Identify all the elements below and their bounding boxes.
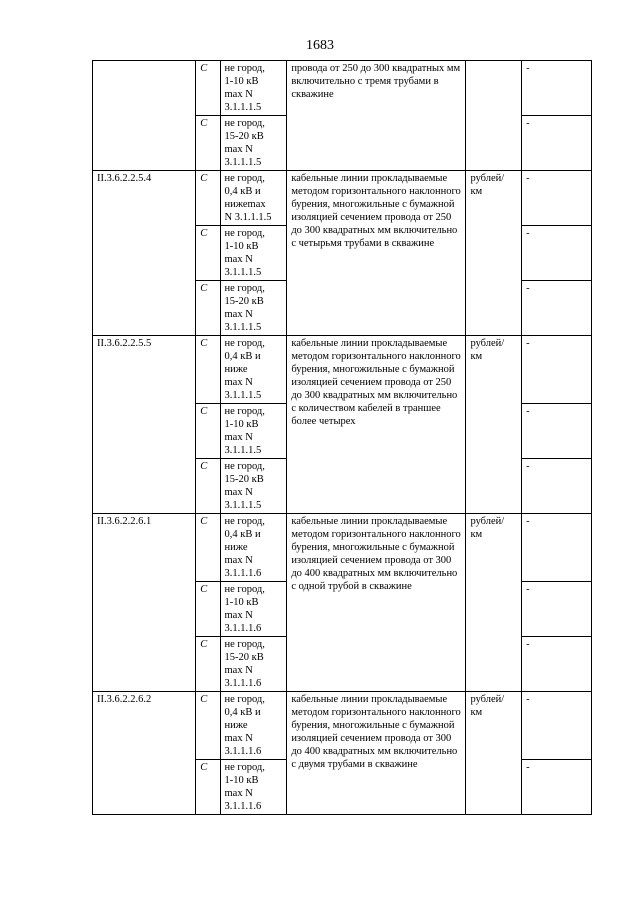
condition-cell: не город, 15-20 кВ max N 3.1.1.1.6 [220, 637, 287, 692]
value-cell: - [522, 336, 592, 404]
value-cell: - [522, 171, 592, 226]
condition-cell: не город, 0,4 кВ и ниже max N 3.1.1.1.6 [220, 514, 287, 582]
value-cell: - [522, 404, 592, 459]
category-cell: С [196, 582, 220, 637]
item-code [93, 61, 196, 171]
value-cell: - [522, 459, 592, 514]
unit-cell: рублей/ км [466, 336, 522, 514]
unit-cell: рублей/ км [466, 171, 522, 336]
condition-cell: не город, 15-20 кВ max N 3.1.1.1.5 [220, 459, 287, 514]
condition-cell: не город, 15-20 кВ max N 3.1.1.1.5 [220, 116, 287, 171]
category-cell: С [196, 637, 220, 692]
table-row [93, 514, 592, 582]
value-cell: - [522, 61, 592, 116]
category-cell: С [196, 760, 220, 815]
description-cell: провода от 250 до 300 квадратных мм включительно с тремя трубами в скважине [287, 61, 466, 171]
condition-cell: не город, 1-10 кВ max N 3.1.1.1.6 [220, 582, 287, 637]
category-cell: С [196, 459, 220, 514]
value-cell: - [522, 760, 592, 815]
category-cell: С [196, 61, 220, 116]
condition-cell: не город, 15-20 кВ max N 3.1.1.1.5 [220, 281, 287, 336]
table-row [93, 61, 592, 116]
condition-cell: не город, 0,4 кВ и ниже max N 3.1.1.1.6 [220, 692, 287, 760]
condition-cell: не город, 1-10 кВ max N 3.1.1.1.6 [220, 760, 287, 815]
category-cell: С [196, 226, 220, 281]
condition-cell: не город, 0,4 кВ и ниже max N 3.1.1.1.5 [220, 336, 287, 404]
description-cell: кабельные линии прокладываемые методом горизонтального наклонного бурения, многожильные с бумажной изоляцией сечением провода от 300 до 400 квадратных мм включительно с двумя трубами в скважине [287, 692, 466, 815]
value-cell: - [522, 116, 592, 171]
description-cell: кабельные линии прокладываемые методом горизонтального наклонного бурения, многожильные с бумажной изоляцией сечением провода от 300 до 400 квадратных мм включительно с одной трубой в скважине [287, 514, 466, 692]
condition-cell: не город, 1-10 кВ max N 3.1.1.1.5 [220, 404, 287, 459]
value-cell: - [522, 637, 592, 692]
category-cell: С [196, 514, 220, 582]
condition-cell: не город, 0,4 кВ и нижеmax N 3.1.1.1.5 [220, 171, 287, 226]
item-code: II.3.6.2.2.5.4 [93, 171, 196, 336]
description-cell: кабельные линии прокладываемые методом горизонтального наклонного бурения, многожильные с бумажной изоляцией сечением провода от 250 до 300 квадратных мм включительно с четырьмя трубами в скважине [287, 171, 466, 336]
page-number: 1683 [306, 38, 334, 53]
unit-cell [466, 61, 522, 171]
category-cell: С [196, 404, 220, 459]
category-cell: С [196, 116, 220, 171]
table-row [93, 171, 592, 226]
table-row [93, 692, 592, 760]
condition-cell: не город, 1-10 кВ max N 3.1.1.1.5 [220, 226, 287, 281]
category-cell: С [196, 281, 220, 336]
table-row [93, 336, 592, 404]
category-cell: С [196, 171, 220, 226]
item-code: II.3.6.2.2.5.5 [93, 336, 196, 514]
value-cell: - [522, 514, 592, 582]
item-code: II.3.6.2.2.6.2 [93, 692, 196, 815]
unit-cell: рублей/ км [466, 514, 522, 692]
value-cell: - [522, 692, 592, 760]
value-cell: - [522, 582, 592, 637]
item-code: II.3.6.2.2.6.1 [93, 514, 196, 692]
category-cell: С [196, 692, 220, 760]
value-cell: - [522, 281, 592, 336]
value-cell: - [522, 226, 592, 281]
category-cell: С [196, 336, 220, 404]
condition-cell: не город, 1-10 кВ max N 3.1.1.1.5 [220, 61, 287, 116]
description-cell: кабельные линии прокладываемые методом горизонтального наклонного бурения, многожильные с бумажной изоляцией сечением провода от 250 до 300 квадратных мм включительно с количеством кабелей в траншее более четырех [287, 336, 466, 514]
tariff-table [92, 60, 592, 815]
unit-cell: рублей/ км [466, 692, 522, 815]
